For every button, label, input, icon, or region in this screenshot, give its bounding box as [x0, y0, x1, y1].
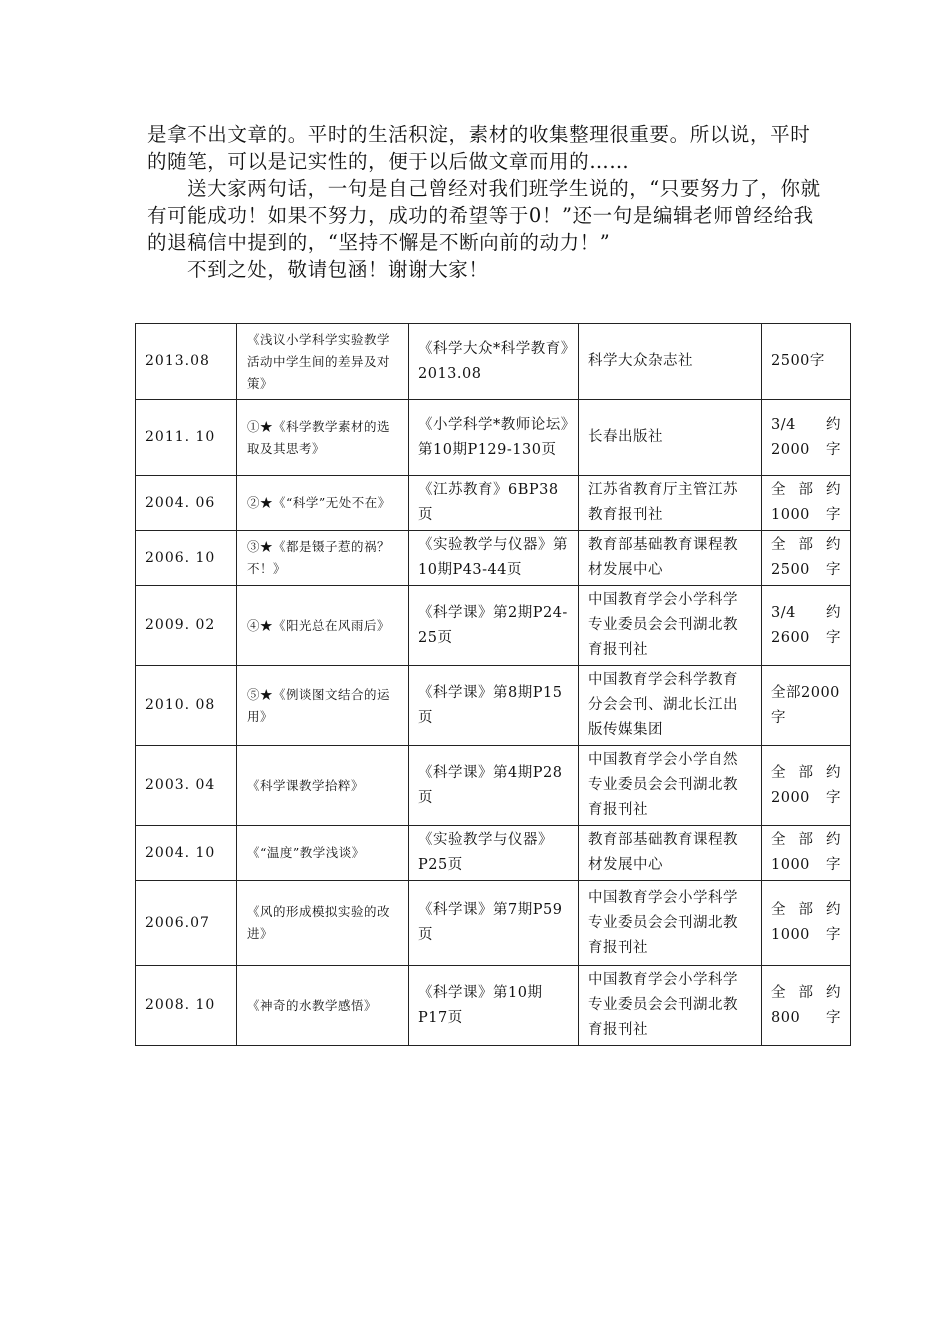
table-row — [136, 966, 851, 1046]
table-row — [136, 746, 851, 826]
table-row — [136, 586, 851, 666]
publisher-cell: 科学大众杂志社 — [579, 324, 762, 400]
publisher-cell: 中国教育学会小学自然专业委员会会刊湖北教育报刊社 — [579, 746, 762, 826]
table-row — [136, 400, 851, 476]
publisher-cell: 中国教育学会科学教育分会会刊、湖北长江出版传媒集团 — [579, 666, 762, 746]
words-cell: 全部约2000字 — [762, 746, 851, 826]
journal-cell: 《科学课》第8期P15页 — [409, 666, 579, 746]
journal-cell: 《科学课》第2期P24-25页 — [409, 586, 579, 666]
date-cell: 2006. 10 — [136, 531, 237, 586]
words-cell: 全部约800字 — [762, 966, 851, 1046]
body-paragraph: 是拿不出文章的。平时的生活积淀，素材的收集整理很重要。所以说，平时的随笔，可以是记实性的，便于以后做文章而用的…… — [147, 123, 811, 173]
table-row — [136, 324, 851, 400]
words-cell: 3/4 约2600字 — [762, 586, 851, 666]
date-cell: 2009. 02 — [136, 586, 237, 666]
publisher-cell: 教育部基础教育课程教材发展中心 — [579, 826, 762, 881]
title-cell: ①★《科学教学素材的选取及其思考》 — [237, 400, 409, 476]
title-cell: 《科学课教学拾粹》 — [237, 746, 409, 826]
title-cell: 《“温度”教学浅谈》 — [237, 826, 409, 881]
date-cell: 2013.08 — [136, 324, 237, 400]
journal-cell: 《实验教学与仪器》第10期P43-44页 — [409, 531, 579, 586]
words-cell: 全部2000字 — [762, 666, 851, 746]
date-cell: 2006.07 — [136, 881, 237, 966]
paragraph-text: 不到之处，敬请包涵！谢谢大家！ — [187, 258, 489, 281]
table-row — [136, 666, 851, 746]
publisher-cell: 教育部基础教育课程教材发展中心 — [579, 531, 762, 586]
date-cell: 2003. 04 — [136, 746, 237, 826]
journal-cell: 《科学课》第10期P17页 — [409, 966, 579, 1046]
words-cell: 2500字 — [762, 324, 851, 400]
title-cell: 《风的形成模拟实验的改进》 — [237, 881, 409, 966]
body-paragraph — [147, 175, 827, 256]
date-cell: 2004. 06 — [136, 476, 237, 531]
journal-cell: 《科学课》第4期P28页 — [409, 746, 579, 826]
date-cell: 2011. 10 — [136, 400, 237, 476]
journal-cell: 《实验教学与仪器》P25页 — [409, 826, 579, 881]
journal-cell: 《科学大众*科学教育》2013.08 — [409, 324, 579, 400]
journal-cell: 《科学课》第7期P59页 — [409, 881, 579, 966]
publications-table — [135, 323, 851, 1046]
paragraph-text: 送大家两句话，一句是自己曾经对我们班学生说的，“只要努力了，你就有可能成功！如果不努力，成功的希望等于0！”还一句是编辑老师曾经给我的退稿信中提到的，“坚持不懈是不断向前的动力！” — [147, 177, 821, 254]
publisher-cell: 长春出版社 — [579, 400, 762, 476]
publisher-cell: 中国教育学会小学科学专业委员会会刊湖北教育报刊社 — [579, 586, 762, 666]
journal-cell: 《江苏教育》6BP38页 — [409, 476, 579, 531]
date-cell: 2004. 10 — [136, 826, 237, 881]
words-cell: 全部约1000字 — [762, 881, 851, 966]
publisher-cell: 中国教育学会小学科学专业委员会会刊湖北教育报刊社 — [579, 966, 762, 1046]
title-cell: ④★《阳光总在风雨后》 — [237, 586, 409, 666]
words-cell: 全部约2500字 — [762, 531, 851, 586]
table-row — [136, 826, 851, 881]
title-cell: ②★《“科学”无处不在》 — [237, 476, 409, 531]
table-row — [136, 531, 851, 586]
date-cell: 2008. 10 — [136, 966, 237, 1046]
title-cell: ⑤★《例谈图文结合的运用》 — [237, 666, 409, 746]
table-row — [136, 881, 851, 966]
title-cell: 《神奇的水教学感悟》 — [237, 966, 409, 1046]
words-cell: 3/4 约2000字 — [762, 400, 851, 476]
publisher-cell: 中国教育学会小学科学专业委员会会刊湖北教育报刊社 — [579, 881, 762, 966]
words-cell: 全部约1000字 — [762, 826, 851, 881]
table-row — [136, 476, 851, 531]
title-cell: 《浅议小学科学实验教学活动中学生间的差异及对策》 — [237, 324, 409, 400]
publisher-cell: 江苏省教育厅主管江苏教育报刊社 — [579, 476, 762, 531]
date-cell: 2010. 08 — [136, 666, 237, 746]
body-paragraph — [147, 256, 827, 283]
title-cell: ③★《都是镊子惹的祸？不！》 — [237, 531, 409, 586]
journal-cell: 《小学科学*教师论坛》第10期P129-130页 — [409, 400, 579, 476]
words-cell: 全部约1000字 — [762, 476, 851, 531]
